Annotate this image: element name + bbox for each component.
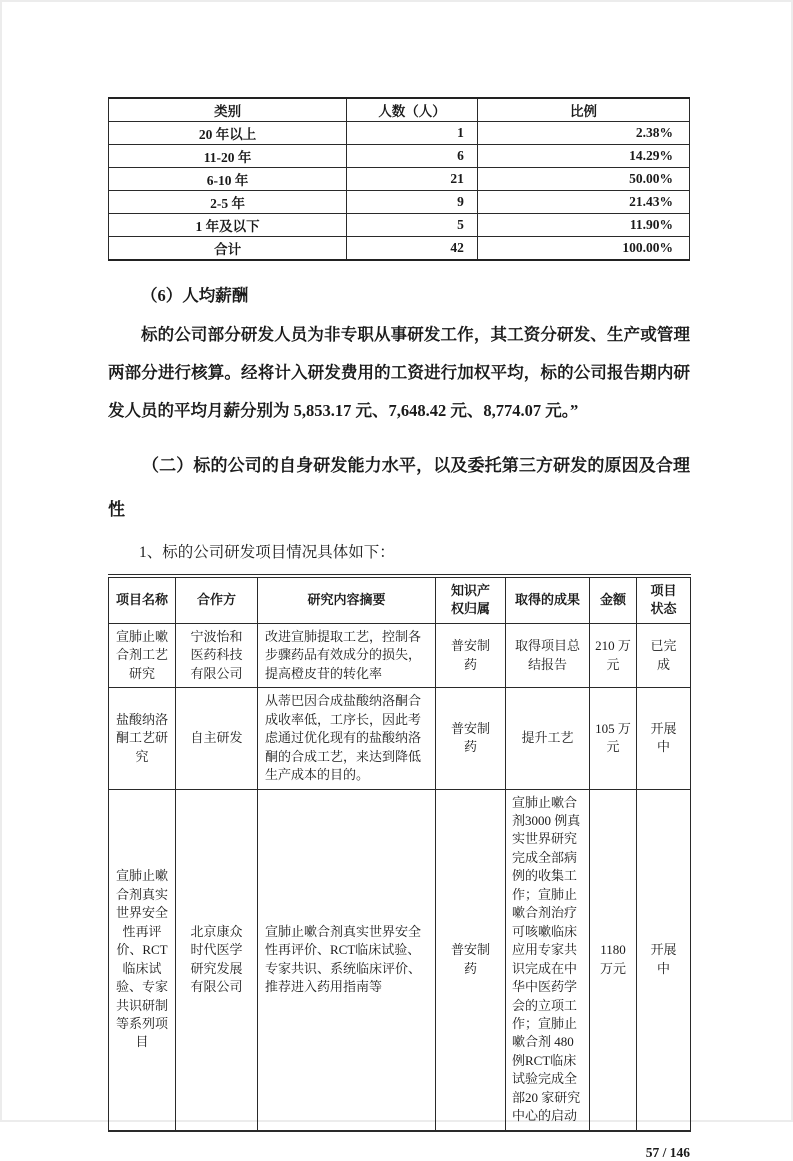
cell-partner: 自主研发 — [176, 688, 258, 789]
cell-ip-ownership: 普安制药 — [436, 789, 506, 1131]
cell-headcount: 21 — [347, 168, 478, 191]
table-total-row — [109, 237, 690, 261]
cell-category: 2-5 年 — [109, 191, 347, 214]
header-status: 项目状态 — [637, 576, 691, 623]
table-header-row — [109, 576, 691, 623]
cell-project-name: 宣肺止嗽合剂工艺研究 — [109, 623, 176, 687]
cell-amount: 210 万元 — [590, 623, 637, 687]
project-row — [109, 623, 691, 687]
table-row — [109, 122, 690, 145]
table-row — [109, 191, 690, 214]
heading-per-capita-salary: （6）人均薪酬 — [141, 286, 249, 305]
table-row — [109, 168, 690, 191]
project-row — [109, 789, 691, 1131]
cell-research-summary: 改进宣肺提取工艺，控制各步骤药品有效成分的损失，提高橙皮苷的转化率 — [258, 623, 436, 687]
cell-headcount: 5 — [347, 214, 478, 237]
employment-years-table — [108, 97, 690, 261]
header-proportion: 比例 — [477, 98, 689, 122]
header-amount: 金额 — [590, 576, 637, 623]
cell-category: 11-20 年 — [109, 145, 347, 168]
project-row — [109, 688, 691, 789]
salary-paragraph: 标的公司部分研发人员为非专职从事研发工作，其工资分研发、生产或管理两部分进行核算。经将计入研发费用的工资进行加权平均，标的公司报告期内研发人员的平均月薪分别为 5,853.17 元、7,648.42 元、8,774.07 元。” — [108, 325, 690, 420]
cell-category: 1 年及以下 — [109, 214, 347, 237]
cell-results: 提升工艺 — [506, 688, 590, 789]
cell-category: 20 年以上 — [109, 122, 347, 145]
cell-ip-ownership: 普安制药 — [436, 623, 506, 687]
header-headcount: 人数（人） — [347, 98, 478, 122]
cell-proportion: 14.29% — [477, 145, 689, 168]
cell-results: 宣肺止嗽合剂3000 例真实世界研究完成全部病例的收集工作；宣肺止嗽合剂治疗可咳嗽临床应用专家共识完成在中华中医药学会的立项工作；宣肺止嗽合剂 480 例RCT临床试验完成全部20 家研究中心的启动 — [506, 789, 590, 1131]
header-research-summary: 研究内容摘要 — [258, 576, 436, 623]
cell-partner: 北京康众时代医学研究发展有限公司 — [176, 789, 258, 1131]
cell-research-summary: 从蒂巴因合成盐酸纳洛酮合成收率低，工序长，因此考虑通过优化现有的盐酸纳洛酮的合成工艺，来达到降低生产成本的目的。 — [258, 688, 436, 789]
cell-headcount: 1 — [347, 122, 478, 145]
cell-partner: 宁波怡和医药科技有限公司 — [176, 623, 258, 687]
cell-proportion: 100.00% — [477, 237, 689, 261]
cell-proportion: 21.43% — [477, 191, 689, 214]
cell-project-name: 宣肺止嗽合剂真实世界安全性再评价、RCT临床试验、专家共识研制等系列项目 — [109, 789, 176, 1131]
header-partner: 合作方 — [176, 576, 258, 623]
header-ip-ownership: 知识产权归属 — [436, 576, 506, 623]
cell-results: 取得项目总结报告 — [506, 623, 590, 687]
header-category: 类别 — [109, 98, 347, 122]
cell-research-summary: 宣肺止嗽合剂真实世界安全性再评价、RCT临床试验、专家共识、系统临床评价、推荐进入药用指南等 — [258, 789, 436, 1131]
cell-category: 6-10 年 — [109, 168, 347, 191]
page-number: 57 / 146 — [645, 1144, 690, 1160]
cell-status: 开展中 — [637, 688, 691, 789]
table-row — [109, 145, 690, 168]
cell-category: 合计 — [109, 237, 347, 261]
cell-headcount: 9 — [347, 191, 478, 214]
cell-status: 已完成 — [637, 623, 691, 687]
cell-proportion: 11.90% — [477, 214, 689, 237]
cell-proportion: 2.38% — [477, 122, 689, 145]
rd-projects-table — [108, 574, 691, 1132]
table-row — [109, 214, 690, 237]
cell-amount: 1180 万元 — [590, 789, 637, 1131]
header-results: 取得的成果 — [506, 576, 590, 623]
cell-amount: 105 万元 — [590, 688, 637, 789]
header-project-name: 项目名称 — [109, 576, 176, 623]
cell-status: 开展中 — [637, 789, 691, 1131]
cell-project-name: 盐酸纳洛酮工艺研究 — [109, 688, 176, 789]
table-header-row — [109, 98, 690, 122]
cell-headcount: 6 — [347, 145, 478, 168]
heading-section-two: （二）标的公司的自身研发能力水平，以及委托第三方研发的原因及合理性 — [108, 456, 690, 519]
cell-headcount: 42 — [347, 237, 478, 261]
cell-proportion: 50.00% — [477, 168, 689, 191]
list-item-rd-projects: 1、标的公司研发项目情况具体如下： — [139, 544, 395, 561]
cell-ip-ownership: 普安制药 — [436, 688, 506, 789]
